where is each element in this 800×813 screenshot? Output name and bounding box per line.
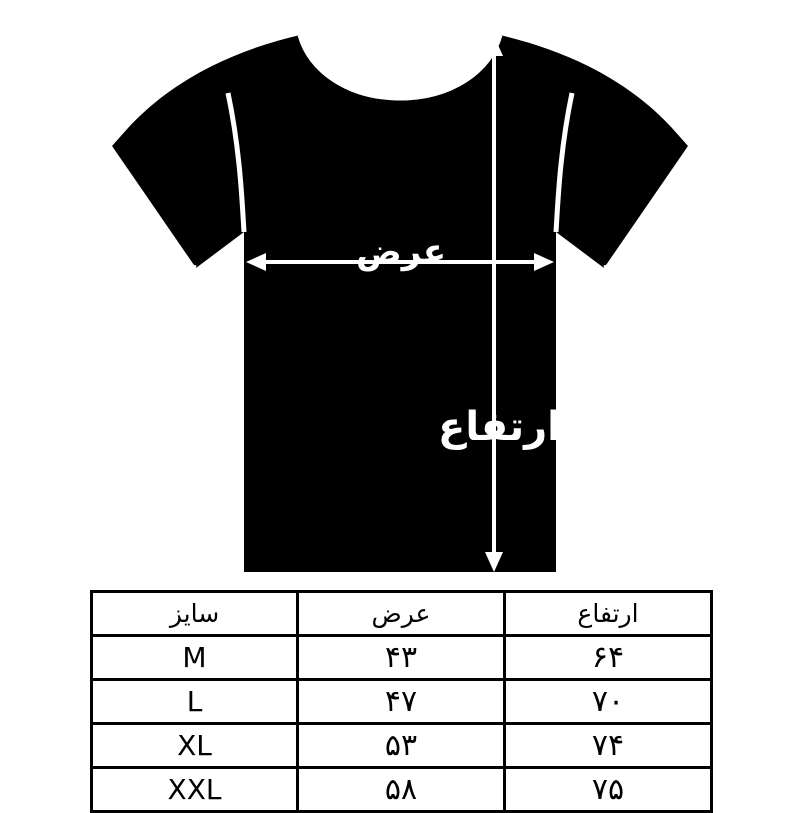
cell-size: L: [92, 680, 298, 724]
table-header-row: [92, 592, 712, 636]
cell-height: ۷۴: [505, 724, 712, 768]
tshirt-silhouette: [112, 35, 688, 572]
table-row: [92, 768, 712, 812]
cell-height: ۷۵: [505, 768, 712, 812]
cell-height: ۷۰: [505, 680, 712, 724]
cell-width: ۵۸: [298, 768, 505, 812]
table-row: [92, 636, 712, 680]
table-header-height: ارتفاع: [505, 592, 712, 636]
cell-height: ۶۴: [505, 636, 712, 680]
size-table: [90, 590, 713, 813]
cell-size: XL: [92, 724, 298, 768]
height-label: ارتفاع: [438, 404, 561, 450]
cell-width: ۴۳: [298, 636, 505, 680]
cell-width: ۵۳: [298, 724, 505, 768]
table-row: [92, 724, 712, 768]
cell-width: ۴۷: [298, 680, 505, 724]
table-header-width: عرض: [298, 592, 505, 636]
width-label: عرض: [356, 232, 447, 272]
table-row: [92, 680, 712, 724]
cell-size: M: [92, 636, 298, 680]
table-header-size: سایز: [92, 592, 298, 636]
cell-size: XXL: [92, 768, 298, 812]
